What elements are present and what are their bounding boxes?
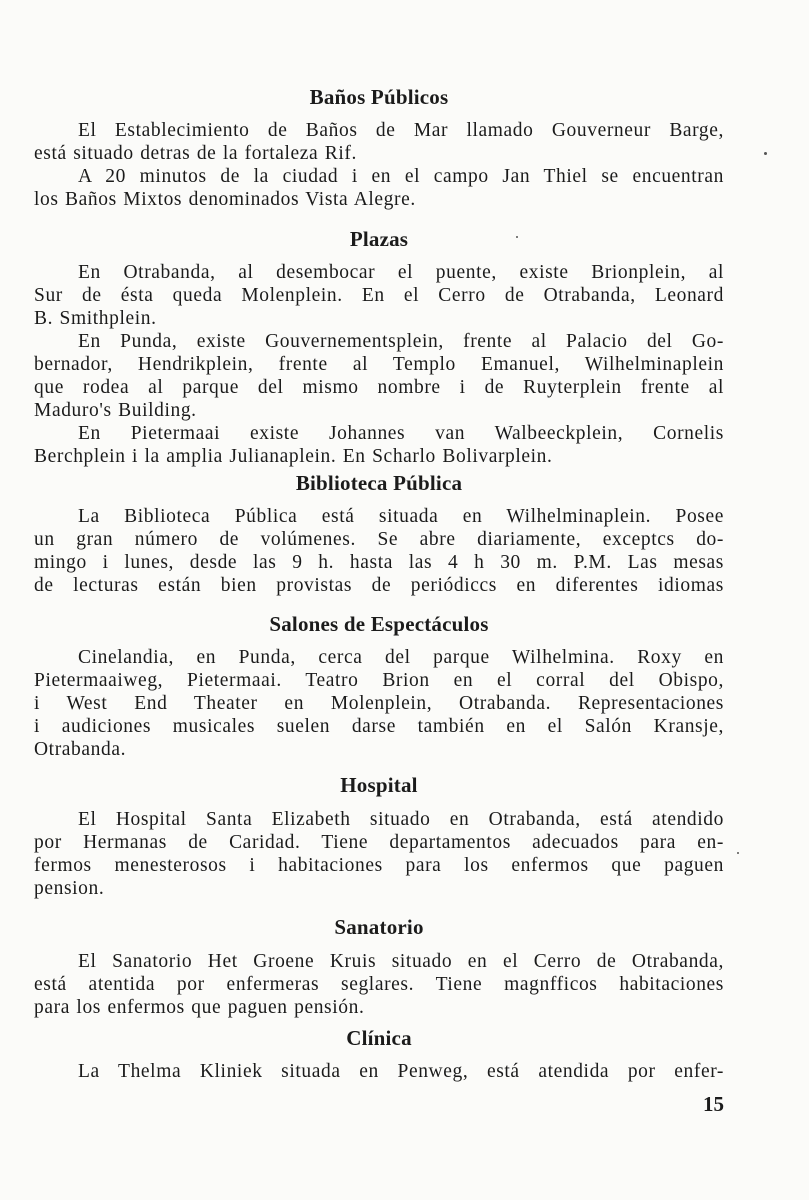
text-line: A 20 minutos de la ciudad i en el campo Jan Thiel se encuentran [78, 166, 724, 187]
text-line: B. Smithplein. [34, 308, 157, 329]
text-line: mingo i lunes, desde las 9 h. hasta las 4 h 30 m. P.M. Las mesas [34, 552, 724, 573]
section-text-salones-de-espectaculos [34, 646, 724, 761]
text-line: La Biblioteca Pública está situada en Wilhelminaplein. Posee [78, 506, 724, 527]
section-text-sanatorio [34, 950, 724, 1019]
text-line: está atentida por enfermeras seglares. Tiene magnfficos habitaciones [34, 974, 724, 995]
scan-speck [516, 236, 518, 238]
text-line: Berchplein i la amplia Julianaplein. En Scharlo Bolivarplein. [34, 446, 553, 467]
text-line: pension. [34, 878, 105, 899]
scan-speck [737, 852, 739, 854]
text-line: fermos menesterosos i habitaciones para los enfermos que paguen [34, 855, 724, 876]
section-heading-banos-publicos: Baños Públicos [309, 85, 449, 109]
text-line: El Establecimiento de Baños de Mar llamado Gouverneur Barge, [78, 120, 724, 141]
text-line: La Thelma Kliniek situada en Penweg, está atendida por enfer- [78, 1061, 724, 1082]
book-page [34, 0, 724, 1200]
section-heading-biblioteca-publica: Biblioteca Pública [295, 471, 463, 495]
text-line: para los enfermos que paguen pensión. [34, 997, 365, 1018]
section-heading-salones-de-espectaculos: Salones de Espectáculos [269, 612, 489, 636]
text-line: En Punda, existe Gouvernementsplein, frente al Palacio del Go- [78, 331, 724, 352]
text-line: Maduro's Building. [34, 400, 197, 421]
section-text-banos-publicos [34, 119, 724, 211]
page-number: 15 [703, 1092, 724, 1116]
section-heading-hospital: Hospital [340, 773, 418, 797]
text-line: Cinelandia, en Punda, cerca del parque Wilhelmina. Roxy en [78, 647, 724, 668]
section-heading-clinica: Clínica [346, 1026, 412, 1050]
text-line: los Baños Mixtos denominados Vista Alegre. [34, 189, 416, 210]
text-line: Pietermaaiweg, Pietermaai. Teatro Brion en el corral del Obispo, [34, 670, 724, 691]
text-line: de lecturas están bien provistas de periódiccs en diferentes idiomas [34, 575, 724, 596]
scan-speck [764, 152, 767, 155]
text-line: que rodea al parque del mismo nombre i de Ruyterplein frente al [34, 377, 724, 398]
text-line: El Sanatorio Het Groene Kruis situado en el Cerro de Otrabanda, [78, 951, 724, 972]
section-text-plazas [34, 261, 724, 468]
text-line: i West End Theater en Molenplein, Otrabanda. Representaciones [34, 693, 724, 714]
text-line: El Hospital Santa Elizabeth situado en Otrabanda, está atendido [78, 809, 724, 830]
text-line: por Hermanas de Caridad. Tiene departamentos adecuados para en- [34, 832, 724, 853]
section-heading-plazas: Plazas [349, 227, 409, 251]
section-text-hospital [34, 808, 724, 900]
text-line: En Otrabanda, al desembocar el puente, existe Brionplein, al [78, 262, 724, 283]
text-line: i audiciones musicales suelen darse también en el Salón Kransje, [34, 716, 724, 737]
text-line: Sur de ésta queda Molenplein. En el Cerro de Otrabanda, Leonard [34, 285, 724, 306]
text-line: Otrabanda. [34, 739, 127, 760]
section-text-biblioteca-publica [34, 505, 724, 597]
text-line: bernador, Hendrikplein, frente al Templo Emanuel, Wilhelminaplein [34, 354, 724, 375]
section-text-clinica [34, 1060, 724, 1083]
section-heading-sanatorio: Sanatorio [334, 915, 424, 939]
text-line: está situado detras de la fortaleza Rif. [34, 143, 357, 164]
text-line: En Pietermaai existe Johannes van Walbeeckplein, Cornelis [78, 423, 724, 444]
text-line: un gran número de volúmenes. Se abre diariamente, exceptcs do- [34, 529, 724, 550]
